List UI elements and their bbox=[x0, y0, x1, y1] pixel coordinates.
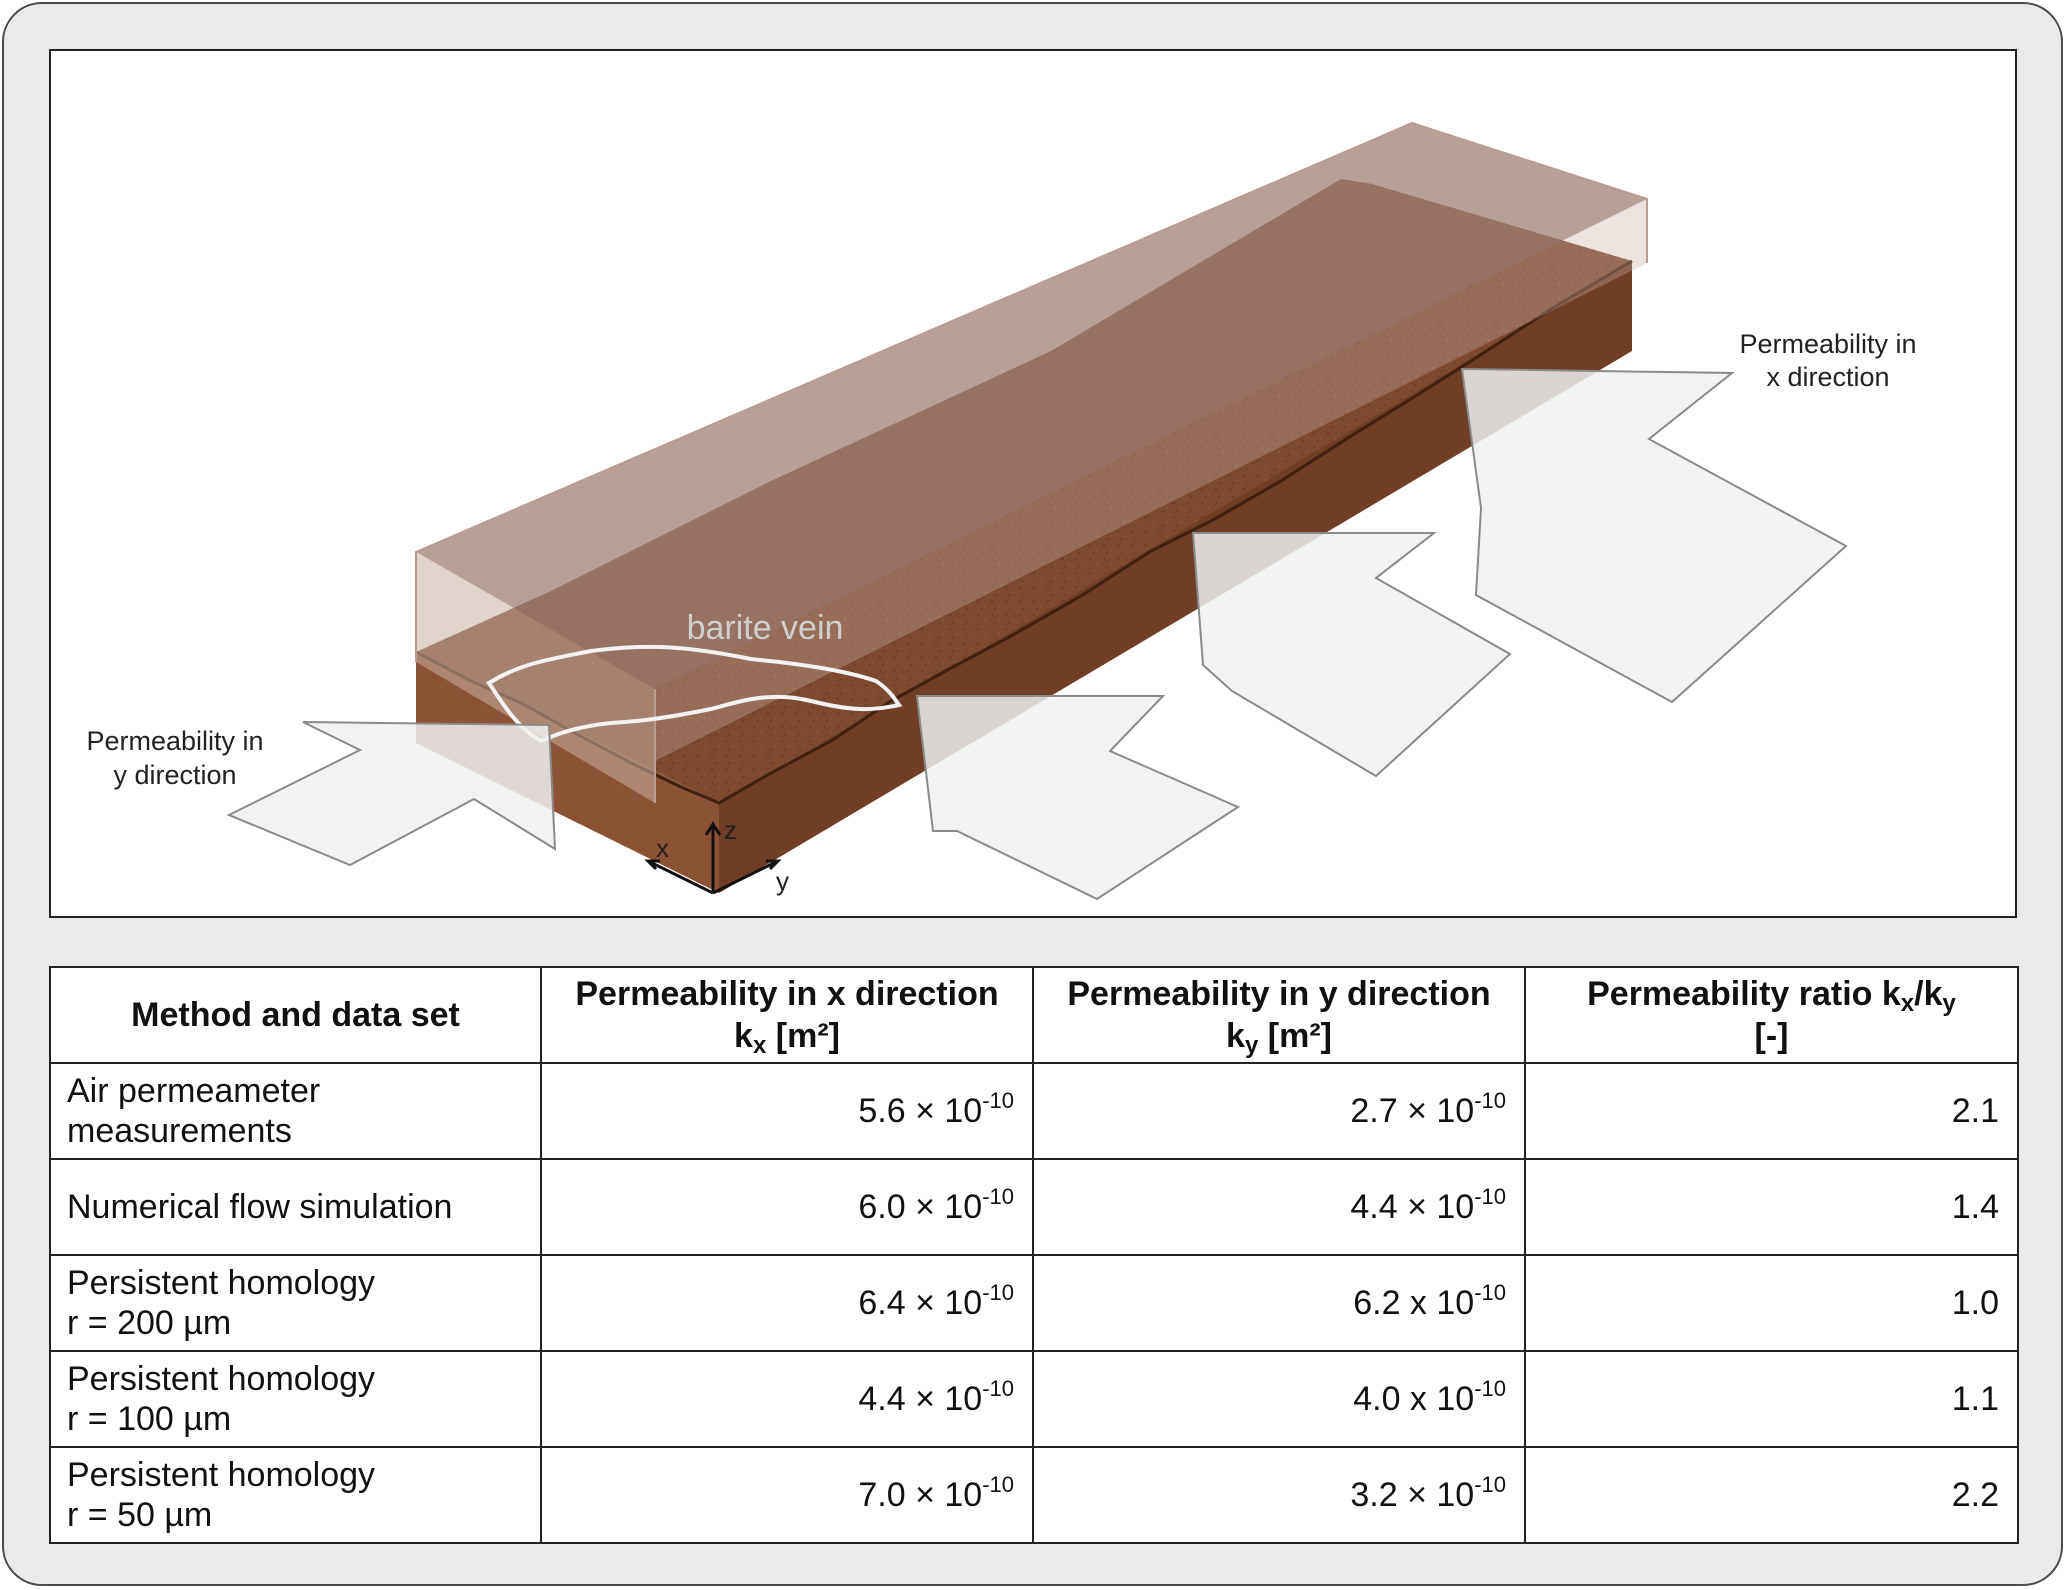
kx-cell bbox=[541, 1255, 1033, 1351]
header-ky bbox=[1033, 967, 1525, 1063]
method-line2: r = 200 µm bbox=[67, 1304, 232, 1342]
perm-x-label-line1: Permeability in bbox=[1739, 329, 1917, 359]
kx-exponent: -10 bbox=[982, 1184, 1014, 1209]
sample-diagram bbox=[51, 51, 2015, 916]
header-method: Method and data set bbox=[50, 967, 541, 1063]
kx-cell bbox=[541, 1159, 1033, 1255]
kx-mantissa: 4.4 × 10 bbox=[858, 1380, 983, 1418]
kx-mantissa: 6.4 × 10 bbox=[858, 1284, 983, 1322]
ratio-cell: 1.4 bbox=[1525, 1159, 2018, 1255]
kx-cell bbox=[541, 1351, 1033, 1447]
header-ky-subscript: y bbox=[1244, 1032, 1259, 1059]
kx-exponent: -10 bbox=[982, 1088, 1014, 1113]
ky-mantissa: 4.4 × 10 bbox=[1350, 1188, 1475, 1226]
method-line1: Numerical flow simulation bbox=[67, 1188, 453, 1226]
method-cell bbox=[50, 1351, 541, 1447]
ratio-cell: 1.1 bbox=[1525, 1351, 2018, 1447]
arrow-y-direction bbox=[229, 722, 555, 865]
header-ratio-prefix: Permeability ratio k bbox=[1587, 975, 1901, 1013]
header-ratio-sub2: y bbox=[1942, 990, 1956, 1017]
permeability-table-wrap bbox=[49, 966, 2017, 1542]
header-ratio-line1 bbox=[1527, 973, 2016, 1015]
perm-x-label-line2: x direction bbox=[1766, 362, 1890, 392]
ky-cell bbox=[1033, 1351, 1525, 1447]
ky-mantissa: 3.2 × 10 bbox=[1350, 1476, 1475, 1514]
method-cell bbox=[50, 1063, 541, 1159]
kx-cell bbox=[541, 1447, 1033, 1543]
ky-cell bbox=[1033, 1159, 1525, 1255]
perm-y-label-line2: y direction bbox=[113, 760, 237, 790]
header-kx-unit: [m²] bbox=[766, 1017, 840, 1055]
method-line1: Persistent homology bbox=[67, 1264, 376, 1302]
kx-mantissa: 7.0 × 10 bbox=[858, 1476, 983, 1514]
permeability-table bbox=[49, 966, 2019, 1544]
method-line2: r = 100 µm bbox=[67, 1400, 232, 1438]
arrow-x-direction-3 bbox=[917, 696, 1238, 899]
method-line2: r = 50 µm bbox=[67, 1496, 213, 1534]
method-cell bbox=[50, 1255, 541, 1351]
kx-exponent: -10 bbox=[982, 1472, 1014, 1497]
header-ky-line1: Permeability in y direction bbox=[1067, 975, 1491, 1013]
header-kx-subscript: x bbox=[752, 1032, 767, 1059]
ky-exponent: -10 bbox=[1474, 1472, 1506, 1497]
method-line2: measurements bbox=[67, 1112, 292, 1150]
axis-label-y: y bbox=[776, 866, 789, 896]
header-kx-symbol: k bbox=[734, 1017, 753, 1055]
method-cell bbox=[50, 1447, 541, 1543]
kx-cell bbox=[541, 1063, 1033, 1159]
sample-diagram-panel bbox=[49, 49, 2017, 918]
ky-cell bbox=[1033, 1255, 1525, 1351]
axis-label-x: x bbox=[656, 833, 669, 863]
ky-exponent: -10 bbox=[1474, 1088, 1506, 1113]
header-kx bbox=[541, 967, 1033, 1063]
barite-vein-label: barite vein bbox=[686, 609, 844, 647]
header-ky-symbol: k bbox=[1226, 1017, 1245, 1055]
table-header-row bbox=[50, 967, 2018, 1063]
perm-y-label-line1: Permeability in bbox=[86, 726, 264, 756]
table-row bbox=[50, 1447, 2018, 1543]
ratio-cell: 2.2 bbox=[1525, 1447, 2018, 1543]
method-line1: Persistent homology bbox=[67, 1360, 376, 1398]
header-ky-unit: [m²] bbox=[1258, 1017, 1332, 1055]
ky-mantissa: 6.2 x 10 bbox=[1353, 1284, 1475, 1322]
header-ratio-sub1: x bbox=[1900, 990, 1915, 1017]
header-ratio-line2: [-] bbox=[1754, 1017, 1789, 1055]
method-cell bbox=[50, 1159, 541, 1255]
ky-cell bbox=[1033, 1447, 1525, 1543]
ratio-cell: 2.1 bbox=[1525, 1063, 2018, 1159]
kx-exponent: -10 bbox=[982, 1376, 1014, 1401]
header-ratio-mid: /k bbox=[1914, 975, 1943, 1013]
table-row bbox=[50, 1159, 2018, 1255]
kx-mantissa: 6.0 × 10 bbox=[858, 1188, 983, 1226]
ky-exponent: -10 bbox=[1474, 1376, 1506, 1401]
method-line1: Air permeameter bbox=[67, 1072, 321, 1110]
ky-mantissa: 2.7 × 10 bbox=[1350, 1092, 1475, 1130]
ky-exponent: -10 bbox=[1474, 1184, 1506, 1209]
ky-exponent: -10 bbox=[1474, 1280, 1506, 1305]
header-ky-line2 bbox=[1035, 1015, 1523, 1057]
arrow-x-direction-1 bbox=[1462, 369, 1846, 702]
ky-cell bbox=[1033, 1063, 1525, 1159]
header-kx-line2 bbox=[543, 1015, 1031, 1057]
axis-label-z: z bbox=[724, 815, 737, 845]
kx-mantissa: 5.6 × 10 bbox=[858, 1092, 983, 1130]
arrow-x-direction-2 bbox=[1193, 533, 1510, 776]
table-row bbox=[50, 1063, 2018, 1159]
header-ratio bbox=[1525, 967, 2018, 1063]
ratio-cell: 1.0 bbox=[1525, 1255, 2018, 1351]
method-line1: Persistent homology bbox=[67, 1456, 376, 1494]
table-row bbox=[50, 1351, 2018, 1447]
ky-mantissa: 4.0 x 10 bbox=[1353, 1380, 1475, 1418]
table-row bbox=[50, 1255, 2018, 1351]
kx-exponent: -10 bbox=[982, 1280, 1014, 1305]
header-kx-line1: Permeability in x direction bbox=[575, 975, 999, 1013]
